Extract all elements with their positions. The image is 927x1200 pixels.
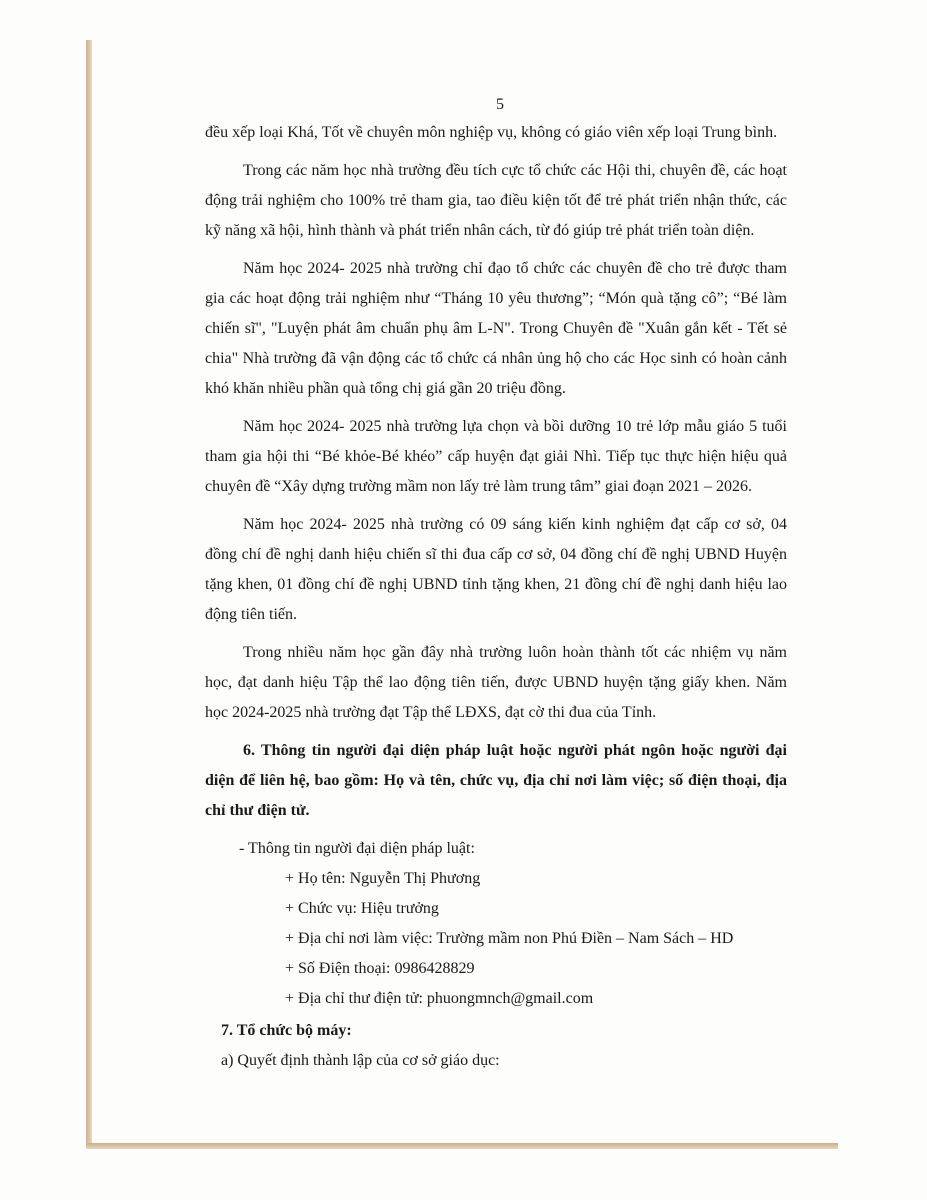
document-body: [205, 92, 787, 1076]
representative-name: + Họ tên: Nguyễn Thị Phương: [285, 870, 481, 887]
page-bottom-edge: [86, 1143, 838, 1149]
representative-workplace: + Địa chỉ nơi làm việc: Trường mầm non Phú Điền – Nam Sách – HD: [285, 930, 734, 947]
section-6-intro: - Thông tin người đại diện pháp luật:: [239, 840, 475, 857]
paragraph-contest-2024: Năm học 2024- 2025 nhà trường lựa chọn và bồi dưỡng 10 trẻ lớp mẫu giáo 5 tuổi tham gia hội thi “Bé khỏe-Bé khéo” cấp huyện đạt giải Nhì. Tiếp tục thực hiện hiệu quả chuyên đề “Xây dựng trường mầm non lấy trẻ làm trung tâm” giai đoạn 2021 – 2026.: [205, 418, 787, 495]
representative-position: + Chức vụ: Hiệu trưởng: [285, 900, 439, 917]
paragraph-continuation: đều xếp loại Khá, Tốt về chuyên môn nghiệp vụ, không có giáo viên xếp loại Trung bình.: [205, 124, 778, 141]
representative-phone: + Số Điện thoại: 0986428829: [285, 960, 475, 977]
section-7a-item: a) Quyết định thành lập của cơ sở giáo dục:: [221, 1052, 500, 1069]
paragraph-initiatives-2024: Năm học 2024- 2025 nhà trường có 09 sáng kiến kinh nghiệm đạt cấp cơ sở, 04 đồng chí đề nghị danh hiệu chiến sĩ thi đua cấp cơ sở, 04 đồng chí đề nghị UBND Huyện tặng khen, 01 đồng chí đề nghị UBND tỉnh tặng khen, 21 đồng chí đề nghị danh hiệu lao động tiên tiến.: [205, 516, 787, 623]
paragraph-achievements: Trong nhiều năm học gần đây nhà trường luôn hoàn thành tốt các nhiệm vụ năm học, đạt danh hiệu Tập thể lao động tiên tiến, được UBND huyện tặng giấy khen. Năm học 2024-2025 nhà trường đạt Tập thể LĐXS, đạt cờ thi đua của Tỉnh.: [205, 644, 787, 721]
section-7-heading: 7. Tổ chức bộ máy:: [221, 1022, 352, 1039]
paragraph-topics-2024: Năm học 2024- 2025 nhà trường chỉ đạo tổ chức các chuyên đề cho trẻ được tham gia các hoạt động trải nghiệm như “Tháng 10 yêu thương”; “Món quà tặng cô”; “Bé làm chiến sĩ", "Luyện phát âm chuẩn phụ âm L-N". Trong Chuyên đề "Xuân gắn kết - Tết sẻ chia" Nhà trường đã vận động các tổ chức cá nhân ủng hộ cho các Học sinh có hoàn cảnh khó khăn nhiều phần quà tổng chị giá gần 20 triệu đồng.: [205, 260, 787, 397]
representative-email: + Địa chỉ thư điện tử: phuongmnch@gmail.com: [285, 990, 594, 1007]
paragraph-competitions: Trong các năm học nhà trường đều tích cực tổ chức các Hội thi, chuyên đề, các hoạt động trải nghiệm cho 100% trẻ tham gia, tao điều kiện tốt để trẻ phát triển nhận thức, các kỹ năng xã hội, hình thành và phát triển nhân cách, từ đó giúp trẻ phát triển toàn diện.: [205, 162, 787, 239]
section-6-heading: 6. Thông tin người đại diện pháp luật hoặc người phát ngôn hoặc người đại diện để liên hệ, bao gồm: Họ và tên, chức vụ, địa chỉ nơi làm việc; số điện thoại, địa chỉ thư điện tử.: [205, 742, 787, 819]
page-left-edge: [86, 40, 92, 1148]
representative-info-list: [205, 864, 787, 1014]
page-number: 5: [496, 96, 504, 113]
